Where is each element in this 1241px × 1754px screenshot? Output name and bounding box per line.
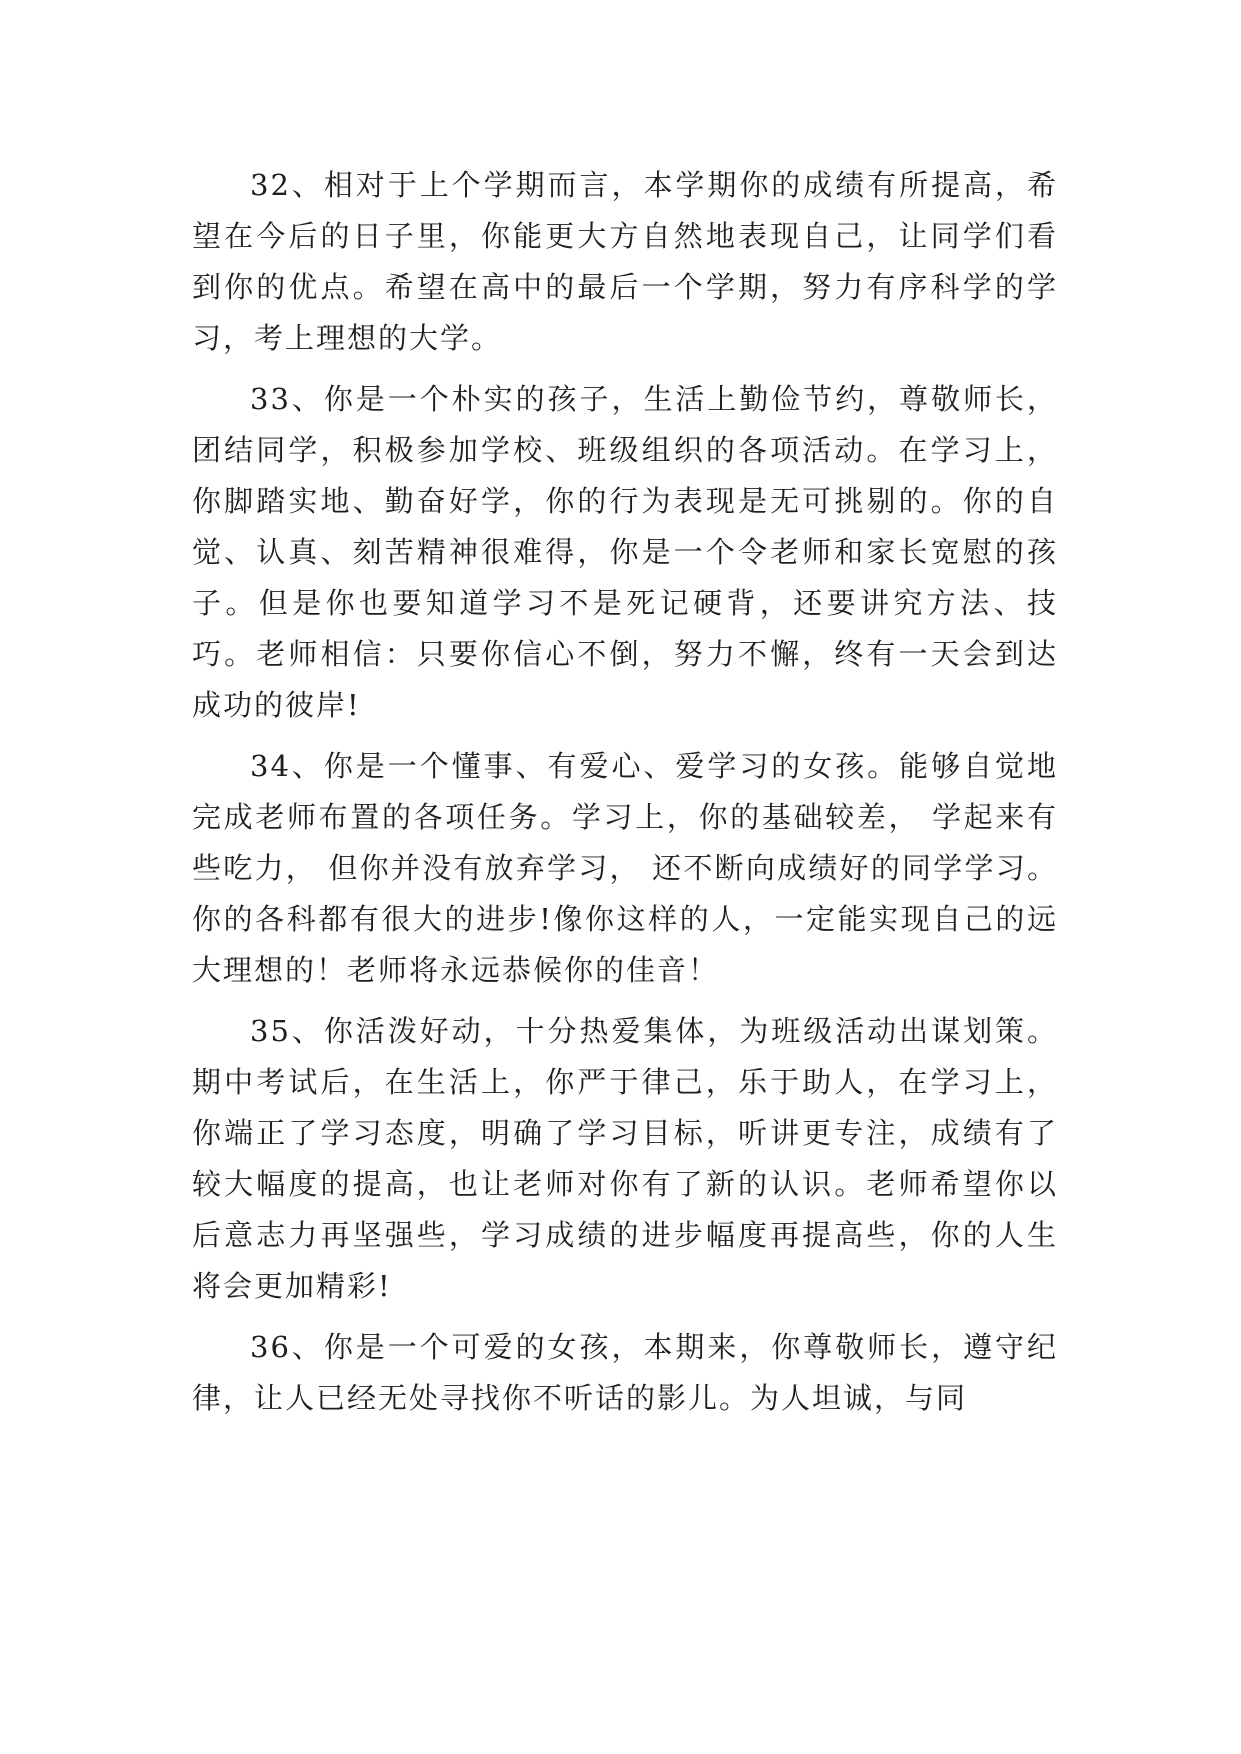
paragraph-34: 34、你是一个懂事、有爱心、爱学习的女孩。能够自觉地完成老师布置的各项任务。学习上，你的基础较差， 学起来有些吃力， 但你并没有放弃学习， 还不断向成绩好的同学学习。你的各科都有很大的进步!像你这样的人，一定能实现自己的远大理想的！老师将永远恭候你的佳音！ — [192, 749, 1058, 987]
paragraph-36: 36、你是一个可爱的女孩，本期来，你尊敬师长，遵守纪律，让人已经无处寻找你不听话的影儿。为人坦诚，与同 — [192, 1330, 1058, 1415]
paragraph-32: 32、相对于上个学期而言，本学期你的成绩有所提高，希望在今后的日子里，你能更大方自然地表现自己，让同学们看到你的优点。希望在高中的最后一个学期，努力有序科学的学习，考上理想的大学。 — [192, 168, 1058, 355]
paragraph-35: 35、你活泼好动，十分热爱集体，为班级活动出谋划策。期中考试后，在生活上，你严于律己，乐于助人，在学习上，你端正了学习态度，明确了学习目标，听讲更专注，成绩有了较大幅度的提高，也让老师对你有了新的认识。老师希望你以后意志力再坚强些，学习成绩的进步幅度再提高些，你的人生将会更加精彩! — [192, 1014, 1058, 1303]
paragraph-33: 33、你是一个朴实的孩子，生活上勤俭节约，尊敬师长，团结同学，积极参加学校、班级组织的各项活动。在学习上，你脚踏实地、勤奋好学，你的行为表现是无可挑剔的。你的自觉、认真、刻苦精神很难得，你是一个令老师和家长宽慰的孩子。但是你也要知道学习不是死记硬背，还要讲究方法、技巧。老师相信：只要你信心不倒，努力不懈，终有一天会到达成功的彼岸! — [192, 382, 1058, 722]
document-body — [192, 160, 1058, 1424]
